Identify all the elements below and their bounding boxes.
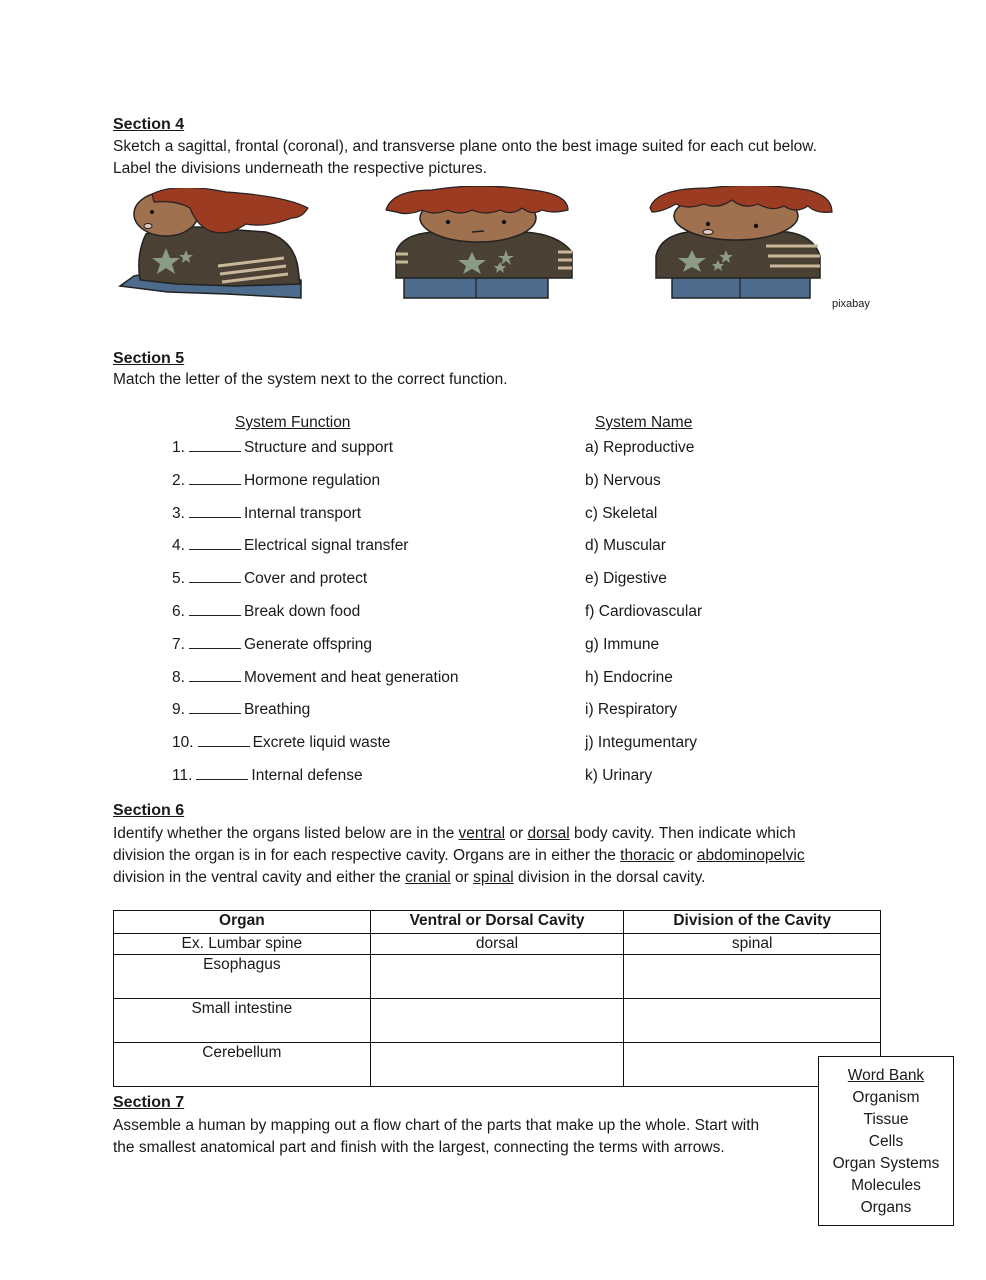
text-span: division in the ventral cavity and either the [113, 869, 406, 886]
section-6-line-1 [113, 823, 883, 845]
term-dorsal: dorsal [527, 825, 570, 842]
term-cranial: cranial [405, 869, 451, 886]
answer-blank[interactable] [189, 600, 241, 616]
text-span: division the organ is in for each respective cavity. Organs are in either the [113, 847, 621, 864]
function-text: Generate offspring [243, 635, 373, 653]
function-row [172, 534, 408, 558]
function-row [172, 698, 310, 722]
image-credit: pixabay [832, 298, 870, 310]
organ-cell: Cerebellum [114, 1043, 371, 1087]
cavity-answer-cell[interactable] [370, 1043, 624, 1087]
word-bank-item: Cells [868, 1133, 904, 1150]
header-cavity: Ventral or Dorsal Cavity [370, 911, 624, 934]
answer-blank[interactable] [198, 731, 250, 747]
system-name-item: e) Digestive [585, 570, 667, 588]
body-cavity-table [113, 910, 881, 1087]
section-4-line-2: Label the divisions underneath the respective pictures. [113, 160, 487, 177]
term-ventral: ventral [458, 825, 506, 842]
answer-blank[interactable] [189, 666, 241, 682]
header-division: Division of the Cavity [624, 911, 881, 934]
function-number: 1. [172, 439, 185, 456]
example-division: spinal [624, 934, 881, 955]
section-5-instruction: Match the letter of the system next to the correct function. [113, 371, 508, 388]
text-span: or [674, 847, 697, 864]
word-bank-item: Tissue [863, 1111, 909, 1128]
organ-cell: Small intestine [114, 999, 371, 1043]
function-row [172, 600, 360, 624]
term-spinal: spinal [473, 869, 514, 886]
division-answer-cell[interactable] [624, 999, 881, 1043]
section-6-line-2 [113, 845, 883, 867]
answer-blank[interactable] [189, 534, 241, 550]
text-span: or [505, 825, 528, 842]
function-row [172, 436, 393, 460]
function-number: 7. [172, 635, 185, 653]
word-bank-item: Organ Systems [832, 1155, 940, 1172]
term-abdominopelvic: abdominopelvic [696, 847, 805, 864]
function-row [172, 502, 361, 526]
function-text: Structure and support [243, 439, 393, 456]
third-view-figure [648, 186, 834, 302]
cavity-answer-cell[interactable] [370, 999, 624, 1043]
table-row [114, 1043, 881, 1087]
word-bank-item: Molecules [851, 1177, 921, 1194]
cavity-answer-cell[interactable] [370, 955, 624, 999]
section-7-instructions [113, 1115, 813, 1159]
system-function-header: System Function [235, 414, 351, 431]
text-span: Identify whether the organs listed below are in the [113, 825, 459, 842]
system-name-item: a) Reproductive [585, 439, 695, 456]
function-text: Cover and protect [243, 570, 368, 588]
system-name-header: System Name [595, 414, 693, 431]
system-name-item: g) Immune [585, 635, 660, 653]
system-name-item: k) Urinary [585, 767, 653, 784]
table-row [114, 999, 881, 1043]
function-number: 9. [172, 701, 185, 719]
term-thoracic: thoracic [620, 847, 675, 864]
function-number: 6. [172, 603, 185, 620]
division-answer-cell[interactable] [624, 955, 881, 999]
function-row [172, 764, 363, 788]
section-4-instructions [113, 136, 893, 180]
system-name-item: f) Cardiovascular [585, 603, 703, 620]
answer-blank[interactable] [189, 469, 241, 485]
header-organ: Organ [114, 911, 371, 934]
example-organ: Ex. Lumbar spine [114, 934, 371, 955]
answer-blank[interactable] [189, 567, 241, 583]
answer-blank[interactable] [189, 436, 241, 452]
text-span: or [450, 869, 474, 886]
function-number: 2. [172, 471, 185, 489]
function-number: 4. [172, 537, 185, 555]
word-bank-item: Organs [860, 1199, 912, 1216]
section-6-heading: Section 6 [113, 802, 185, 819]
answer-blank[interactable] [189, 633, 241, 649]
function-text: Hormone regulation [243, 471, 381, 489]
word-bank-item: Organism [852, 1089, 920, 1106]
function-number: 11. [172, 767, 193, 784]
text-span: body cavity. Then indicate which [569, 825, 796, 842]
section-4-heading: Section 4 [113, 116, 185, 133]
function-text: Breathing [243, 701, 311, 719]
section-7-heading: Section 7 [113, 1094, 185, 1111]
function-number: 10. [172, 734, 194, 752]
system-name-item: i) Respiratory [585, 701, 678, 719]
word-bank-title: Word Bank [847, 1067, 925, 1084]
function-row [172, 731, 390, 755]
function-text: Internal transport [243, 504, 362, 522]
section-6-line-3 [113, 867, 883, 889]
function-text: Electrical signal transfer [243, 537, 409, 555]
section-7-line-1: Assemble a human by mapping out a flow chart of the parts that make up the whole. Start with [113, 1117, 760, 1134]
section-6-instructions [113, 823, 883, 889]
system-name-item: h) Endocrine [585, 668, 673, 686]
system-name-item: c) Skeletal [585, 504, 658, 522]
function-text: Excrete liquid waste [252, 734, 391, 752]
answer-blank[interactable] [189, 502, 241, 518]
section-4-line-1: Sketch a sagittal, frontal (coronal), and transverse plane onto the best image suited for each cut below. [113, 138, 817, 155]
section-5-heading: Section 5 [113, 350, 185, 367]
system-name-item: j) Integumentary [585, 734, 697, 752]
front-view-figure [382, 186, 578, 302]
side-view-figure [116, 188, 312, 304]
word-bank [818, 1056, 954, 1226]
section-7-line-2: the smallest anatomical part and finish with the largest, connecting the terms with arrows. [113, 1139, 725, 1156]
function-row [172, 469, 380, 493]
table-row [114, 955, 881, 999]
function-text: Internal defense [251, 767, 363, 784]
function-text: Break down food [243, 603, 361, 620]
function-text: Movement and heat generation [243, 668, 459, 686]
organ-cell: Esophagus [114, 955, 371, 999]
text-span: division in the dorsal cavity. [513, 869, 706, 886]
answer-blank[interactable] [189, 698, 241, 714]
function-number: 5. [172, 570, 185, 588]
function-row [172, 567, 367, 591]
example-cavity: dorsal [370, 934, 624, 955]
system-name-item: b) Nervous [585, 471, 661, 489]
function-row [172, 666, 459, 690]
function-number: 8. [172, 668, 185, 686]
answer-blank[interactable] [196, 764, 248, 780]
table-header-row [114, 911, 881, 934]
table-row-example [114, 934, 881, 955]
function-row [172, 633, 372, 657]
system-name-item: d) Muscular [585, 537, 666, 555]
function-number: 3. [172, 504, 185, 522]
